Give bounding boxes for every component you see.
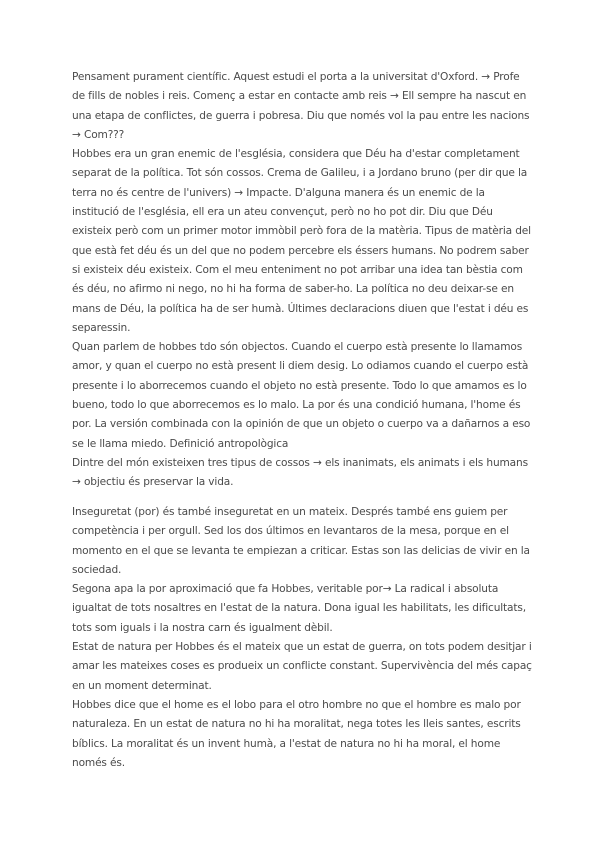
paragraph-objects-fear: Quan parlem de hobbes tdo són objectos. Cuando el cuerpo està presente lo llamamos amor, y quan el cuerpo no està present li diem desig. Lo odiamos cuando el cuerpo està presente i lo aborrecemos cuando el objeto no està presente. Todo lo que amamos es lo bueno, todo lo que aborrecemos es lo malo. La por és una condició humana, l'home és por. La versión combinada con la opinión de que un objeto o cuerpo va a dañarnos a eso se le llama miedo. Definició antropològica [72,341,531,450]
paragraph-equality: Segona apa la por aproximació que fa Hobbes, veritable por→ La radical i absoluta igualtat de tots nosaltres en l'estat de la natura. Dona igual les habilitats, les dificultats, tots som iguals i la nostra carn és igualment dèbil. [72,583,526,634]
paragraph-oxford: Pensament purament científic. Aquest estudi el porta a la universitat d'Oxford. → Profe de fills de nobles i reis. Començ a estar en contacte amb reis → Ell sempre ha nascut en una etapa de conflictes, de guerra i pobresa. Diu que només vol la pau entre les nacions → Com??? [72,71,530,141]
paragraph-wolf: Hobbes dice que el home es el lobo para el otro hombre no que el hombre es malo por naturaleza. En un estat de natura no hi ha moralitat, nega totes les lleis santes, escrits bíblics. La moralitat és un invent humà, a l'estat de natura no hi ha moral, el home només és. [72,698,521,769]
paragraph-state-of-nature: Estat de natura per Hobbes és el mateix que un estat de guerra, on tots podem desitjar i amar les mateixes coses es produeix un conflicte constant. Supervivència del més capaç en un moment determinat. [72,641,532,692]
notes-section-1 [72,68,534,493]
paragraph-insecurity: Inseguretat (por) és també inseguretat en un mateix. Després també ens guiem per competència i per orgull. Sed los dos últimos en levantaros de la mesa, porque en el momento en el que se levanta te empiezan a criticar. Estas son las delicias de vivir en la sociedad. [72,506,530,576]
paragraph-bodies: Dintre del món existeixen tres tipus de cossos → els inanimats, els animats i els humans → objectiu és preservar la vida. [72,456,528,489]
paragraph-church: Hobbes era un gran enemic de l'església, considera que Déu ha d'estar completament separat de la política. Tot són cossos. Crema de Galileu, i a Jordano bruno (per dir que la terra no és centre de l'univers) → Impacte. D'alguna manera és un enemic de la institució de l'església, ell era un ateu convençut, però no ho pot dir. Diu que Déu existeix però com un primer motor immòbil però fora de la matèria. Tipus de matèria del que està fet déu és un del que no podem percebre els éssers humans. No podrem saber si existeix déu existeix. Com el meu enteniment no pot arribar una idea tan bèstia com és déu, no afirmo ni nego, no hi ha forma de saber-ho. La política no deu deixar-se en mans de Déu, la política ha de ser humà. Últimes declaracions diuen que l'estat i déu es separessin. [72,148,531,334]
notes-section-2 [72,503,534,773]
